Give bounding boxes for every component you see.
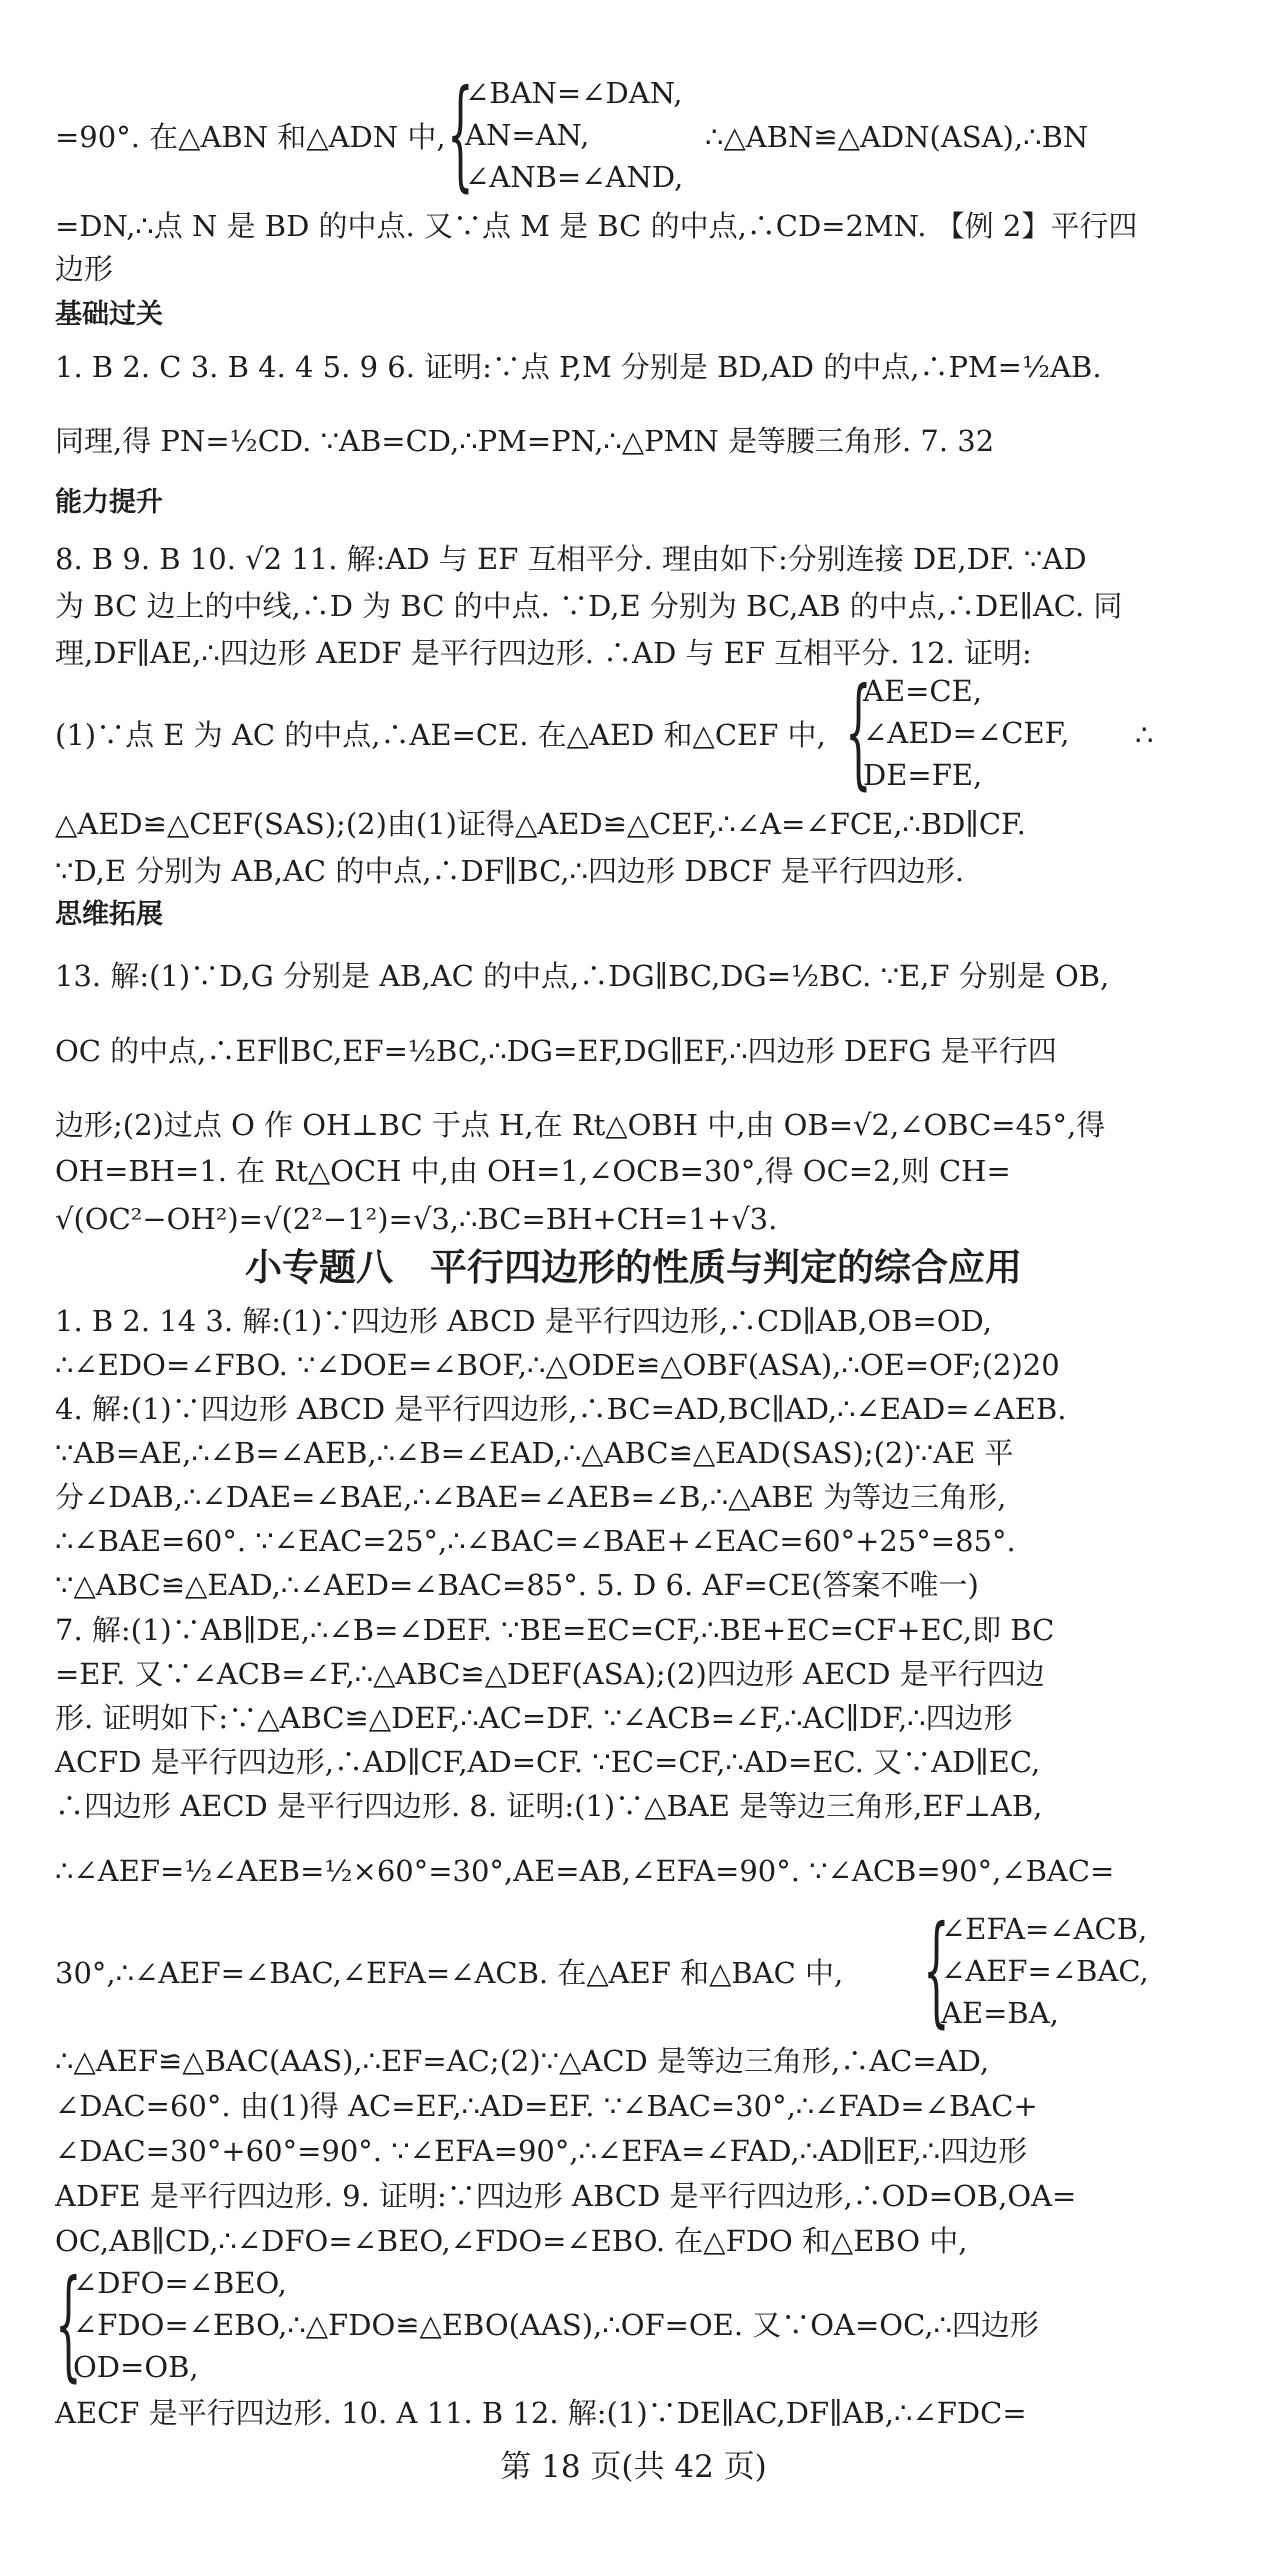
text-line: 形. 证明如下:∵△ABC≌△DEF,∴AC=DF. ∵∠ACB=∠F,∴AC∥DF,∴四边形 [55,1701,1013,1735]
text-line: OC 的中点,∴EF∥BC,EF=½BC,∴DG=EF,DG∥EF,∴四边形 DEFG 是平行四 [55,1034,1057,1068]
text-line: ∠DAC=30°+60°=90°. ∵∠EFA=90°,∴∠EFA=∠FAD,∴AD∥EF,∴四边形 [55,2134,1028,2168]
text-line: ∵AB=AE,∴∠B=∠AEB,∴∠B=∠EAD,∴△ABC≌△EAD(SAS);(2)∵AE 平 [55,1436,1014,1470]
system-row: ∠AED=∠CEF, [863,716,1070,750]
text-line: ∴∠BAE=60°. ∵∠EAC=25°,∴∠BAC=∠BAE+∠EAC=60°+25°=85°. [55,1524,1016,1558]
text-line: ∵D,E 分别为 AB,AC 的中点,∴DF∥BC,∴四边形 DBCF 是平行四边形. [55,854,965,888]
text-line: ∴△AEF≌△BAC(AAS),∴EF=AC;(2)∵△ACD 是等边三角形,∴AC=AD, [55,2044,990,2078]
text-line: 8. B 9. B 10. √2 11. 解:AD 与 EF 互相平分. 理由如下:分别连接 DE,DF. ∵AD [55,542,1087,576]
proof-text: 30°,∴∠AEF=∠BAC,∠EFA=∠ACB. 在△AEF 和△BAC 中, [55,1956,844,1990]
system-row: ∠ANB=∠AND, [465,160,684,194]
system-row: ∠FDO=∠EBO,∴△FDO≌△EBO(AAS),∴OF=OE. 又∵OA=OC,∴四边形 [73,2308,1039,2342]
proof-text: ∴△ABN≌△ADN(ASA),∴BN [705,120,1089,154]
system-row: DE=FE, [863,758,983,792]
left-brace-icon: { [447,65,474,204]
system-row: ∠DFO=∠BEO, [73,2266,287,2300]
equation-system [845,663,1070,802]
section-heading-basic: 基础过关 [55,299,163,330]
text-line: AECF 是平行四边形. 10. A 11. B 12. 解:(1)∵DE∥AC,DF∥AB,∴∠FDC= [55,2396,1027,2430]
proof-system-block [55,663,1220,802]
text-line: ∴四边形 AECD 是平行四边形. 8. 证明:(1)∵△BAE 是等边三角形,EF⊥AB, [55,1789,1043,1823]
text-line: ∵△ABC≌△EAD,∴∠AED=∠BAC=85°. 5. D 6. AF=CE(答案不唯一) [55,1568,979,1602]
text-line: ∠DAC=60°. 由(1)得 AC=EF,∴AD=EF. ∵∠BAC=30°,∴∠FAD=∠BAC+ [55,2089,1038,2123]
system-row: AN=AN, [465,118,590,152]
system-row: AE=CE, [863,674,982,708]
text-line: ADFE 是平行四边形. 9. 证明:∵四边形 ABCD 是平行四边形,∴OD=OB,OA= [55,2179,1077,2213]
text-line: 4. 解:(1)∵四边形 ABCD 是平行四边形,∴BC=AD,BC∥AD,∴∠EAD=∠AEB. [55,1392,1067,1426]
text-line: OC,AB∥CD,∴∠DFO=∠BEO,∠FDO=∠EBO. 在△FDO 和△EBO 中, [55,2224,968,2258]
proof-system-block [55,2255,1220,2394]
system-row: OD=OB, [73,2350,199,2384]
text-line: OH=BH=1. 在 Rt△OCH 中,由 OH=1,∠OCB=30°,得 OC=2,则 CH= [55,1154,1011,1188]
section-title: 小专题八 平行四边形的性质与判定的综合应用 [245,1246,1022,1289]
system-row: AE=BA, [941,1996,1059,2030]
system-row: ∠AEF=∠BAC, [941,1954,1149,1988]
text-line: 分∠DAB,∴∠DAE=∠BAE,∴∠BAE=∠AEB=∠B,∴△ABE 为等边三角形, [55,1480,1007,1514]
section-heading-ability: 能力提升 [55,487,163,518]
system-row: ∠EFA=∠ACB, [941,1912,1148,1946]
text-line: 边形;(2)过点 O 作 OH⊥BC 于点 H,在 Rt△OBH 中,由 OB=√2,∠OBC=45°,得 [55,1108,1106,1142]
text-line: △AED≌△CEF(SAS);(2)由(1)证得△AED≌△CEF,∴∠A=∠FCE,∴BD∥CF. [55,807,1026,841]
proof-text: (1)∵点 E 为 AC 的中点,∴AE=CE. 在△AED 和△CEF 中, [55,718,826,752]
proof-system-block [55,1901,1220,2040]
text-line: =EF. 又∵∠ACB=∠F,∴△ABC≌△DEF(ASA);(2)四边形 AECD 是平行四边 [55,1657,1045,1691]
text-line: =DN,∴点 N 是 BD 的中点. 又∵点 M 是 BC 的中点,∴CD=2MN. 【例 2】平行四 [55,209,1138,243]
proof-system-block [55,65,1220,204]
proof-text: ∴ [1135,718,1154,752]
equation-system [447,65,684,204]
text-line: 13. 解:(1)∵D,G 分别是 AB,AC 的中点,∴DG∥BC,DG=½BC. ∵E,F 分别是 OB, [55,959,1110,993]
text-line: ACFD 是平行四边形,∴AD∥CF,AD=CF. ∵EC=CF,∴AD=EC. 又∵AD∥EC, [55,1745,1041,1779]
left-brace-icon: { [55,2255,82,2394]
left-brace-icon: { [923,1901,950,2040]
text-line: 7. 解:(1)∵AB∥DE,∴∠B=∠DEF. ∵BE=EC=CF,∴BE+EC=CF+EC,即 BC [55,1613,1055,1647]
text-line: 1. B 2. C 3. B 4. 4 5. 9 6. 证明:∵点 P,M 分别是 BD,AD 的中点,∴PM=½AB. [55,350,1102,384]
text-line: 边形 [55,252,114,286]
proof-text: =90°. 在△ABN 和△ADN 中, [55,120,446,154]
text-line: 1. B 2. 14 3. 解:(1)∵四边形 ABCD 是平行四边形,∴CD∥AB,OB=OD, [55,1304,992,1338]
left-brace-icon: { [845,663,872,802]
page-number: 第 18 页(共 42 页) [500,2449,767,2485]
text-line: 理,DF∥AE,∴四边形 AEDF 是平行四边形. ∴AD 与 EF 互相平分. 12. 证明: [55,636,1032,670]
equation-system [55,2255,1039,2394]
equation-system [923,1901,1149,2040]
section-heading-thinking: 思维拓展 [55,899,163,930]
text-line: ∴∠EDO=∠FBO. ∵∠DOE=∠BOF,∴△ODE≌△OBF(ASA),∴OE=OF;(2)20 [55,1348,1060,1382]
text-line: 同理,得 PN=½CD. ∵AB=CD,∴PM=PN,∴△PMN 是等腰三角形. 7. 32 [55,424,995,458]
text-line: √(OC²−OH²)=√(2²−1²)=√3,∴BC=BH+CH=1+√3. [55,1202,778,1236]
text-line: 为 BC 边上的中线,∴D 为 BC 的中点. ∵D,E 分别为 BC,AB 的中点,∴DE∥AC. 同 [55,589,1123,623]
text-line: ∴∠AEF=½∠AEB=½×60°=30°,AE=AB,∠EFA=90°. ∵∠ACB=90°,∠BAC= [55,1854,1115,1888]
system-row: ∠BAN=∠DAN, [465,76,683,110]
